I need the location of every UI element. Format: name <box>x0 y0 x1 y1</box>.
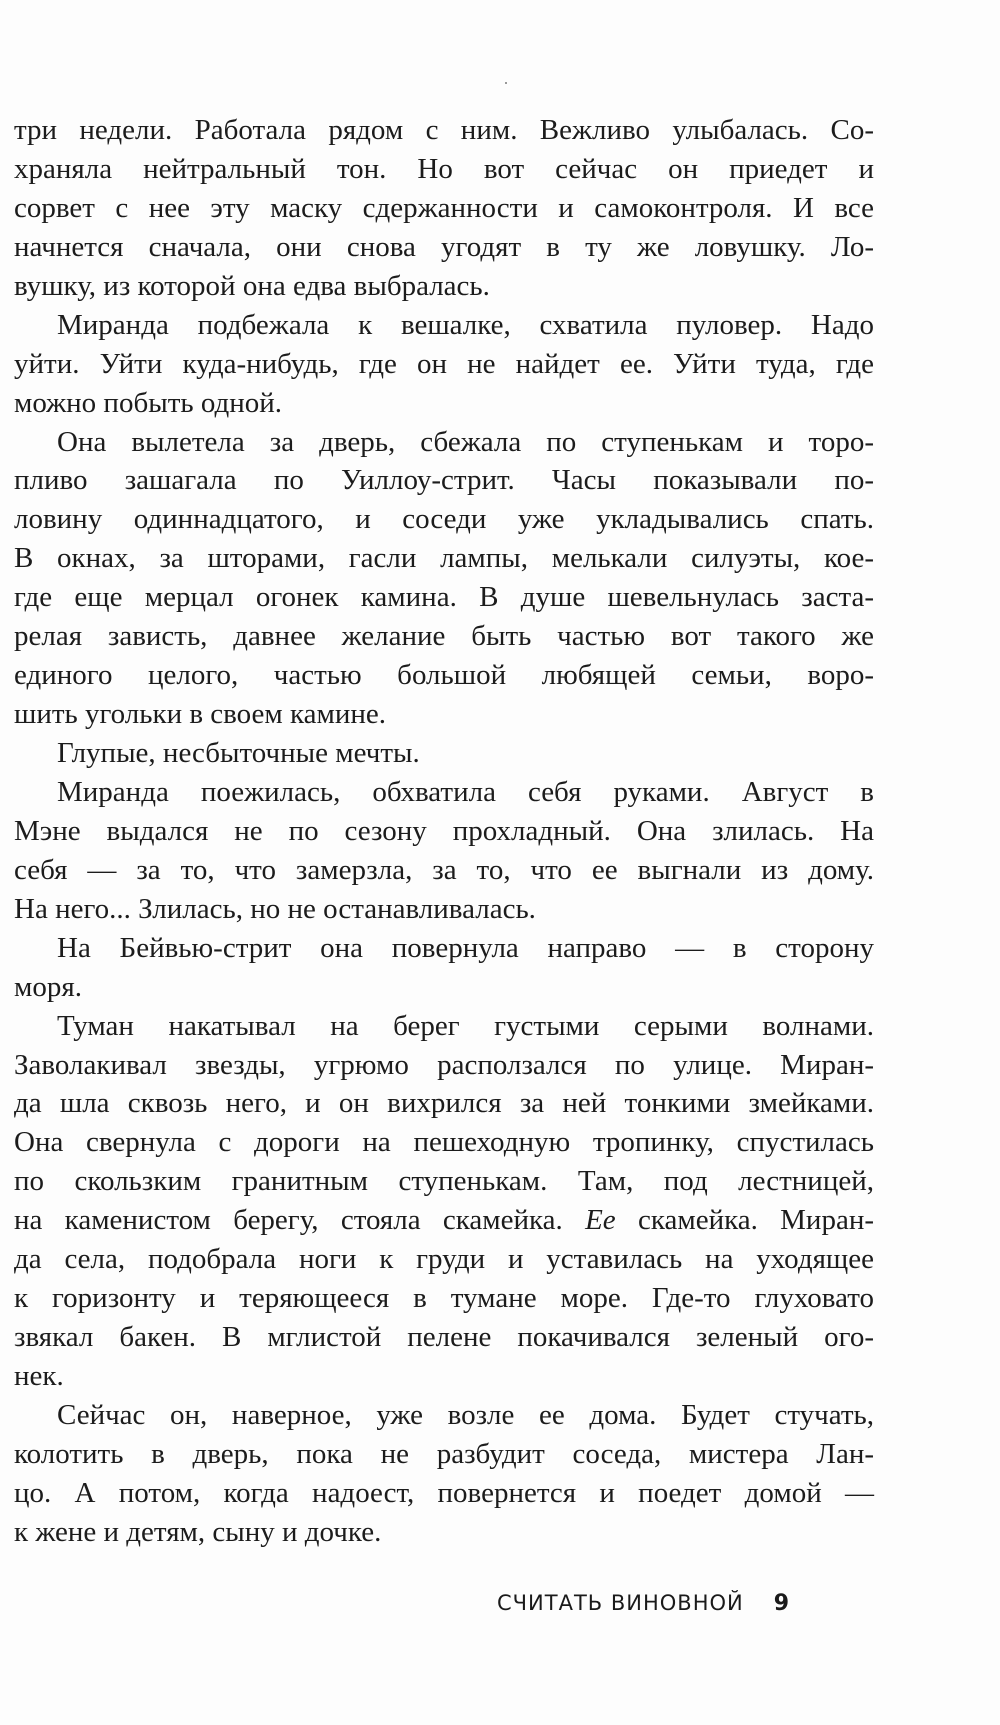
text-line: пливо зашагала по Уиллоу-стрит. Часы показывали по- <box>14 464 874 497</box>
text-line: Миранда поежилась, обхватила себя руками. Август в <box>57 775 874 808</box>
text-line: На него... Злилась, но не останавливалась. <box>14 892 536 925</box>
text-line: себя — за то, что замерзла, за то, что ее выгнали из дому. <box>14 853 874 886</box>
text-line: Мэне выдался не по сезону прохладный. Она злилась. На <box>14 814 874 847</box>
text-line: Туман накатывал на берег густыми серыми волнами. <box>57 1009 874 1042</box>
text-line: да шла сквозь него, и он вихрился за ней тонкими змейками. <box>14 1087 874 1120</box>
text-line: единого целого, частью большой любящей семьи, воро- <box>14 659 874 692</box>
body-text <box>14 111 874 1552</box>
text-line: уйти. Уйти куда-нибудь, где он не найдет ее. Уйти туда, где <box>14 347 874 380</box>
text-line: ловину одиннадцатого, и соседи уже укладывались спать. <box>14 503 874 536</box>
running-title: СЧИТАТЬ ВИНОВНОЙ <box>497 1591 744 1615</box>
text-line: На Бейвью-стрит она повернула направо — в сторону <box>57 931 874 964</box>
text-line: Заволакивал звезды, угрюмо расползался по улице. Миран- <box>14 1048 874 1081</box>
text-line: звякал бакен. В мглистой пелене покачивался зеленый ого- <box>14 1321 874 1354</box>
text-line <box>14 1201 874 1240</box>
text-line: к жене и детям, сыну и дочке. <box>14 1515 382 1548</box>
text-line: В окнах, за шторами, гасли лампы, мелькали силуэты, кое- <box>14 542 874 575</box>
text-line: колотить в дверь, пока не разбудит соседа, мистера Лан- <box>14 1437 874 1470</box>
page-footer <box>497 1591 789 1616</box>
text-line: моря. <box>14 970 82 1003</box>
text-line: вушку, из которой она едва выбралась. <box>14 269 490 302</box>
text-segment: на каменистом берегу, стояла скамейка. <box>14 1204 586 1237</box>
text-line: Миранда подбежала к вешалке, схватила пуловер. Надо <box>57 308 874 341</box>
text-line: к горизонту и теряющееся в тумане море. Где-то глуховато <box>14 1282 874 1315</box>
text-segment: скамейка. Миран- <box>615 1204 875 1237</box>
text-line: начнется сначала, они снова угодят в ту же ловушку. Ло- <box>14 230 874 263</box>
text-line: Сейчас он, наверное, уже возле ее дома. Будет стучать, <box>57 1398 874 1431</box>
text-line: можно побыть одной. <box>14 386 283 419</box>
text-line: три недели. Работала рядом с ним. Вежливо улыбалась. Со- <box>14 114 874 146</box>
text-line: по скользким гранитным ступенькам. Там, под лестницей, <box>14 1165 874 1198</box>
text-line: нек. <box>14 1360 64 1392</box>
page-number: 9 <box>773 1591 790 1616</box>
text-line: сорвет с нее эту маску сдержанности и самоконтроля. И все <box>14 191 874 224</box>
text-line: шить угольки в своем камине. <box>14 698 387 731</box>
text-line: где еще мерцал огонек камина. В душе шевельнулась заста- <box>14 581 874 614</box>
text-line: да села, подобрала ноги к груди и уставилась на уходящее <box>14 1243 874 1276</box>
text-line: релая зависть, давнее желание быть частью вот такого же <box>14 620 874 653</box>
text-line: цо. А потом, когда надоест, повернется и поедет домой — <box>14 1476 874 1509</box>
text-line: Она вылетела за дверь, сбежала по ступенькам и торо- <box>57 425 874 458</box>
text-line: Она свернула с дороги на пешеходную тропинку, спустилась <box>14 1126 874 1159</box>
scan-speck <box>505 82 507 84</box>
italic-word: Ее <box>585 1204 616 1237</box>
text-line: храняла нейтральный тон. Но вот сейчас он приедет и <box>14 152 874 185</box>
text-line: Глупые, несбыточные мечты. <box>57 737 420 769</box>
